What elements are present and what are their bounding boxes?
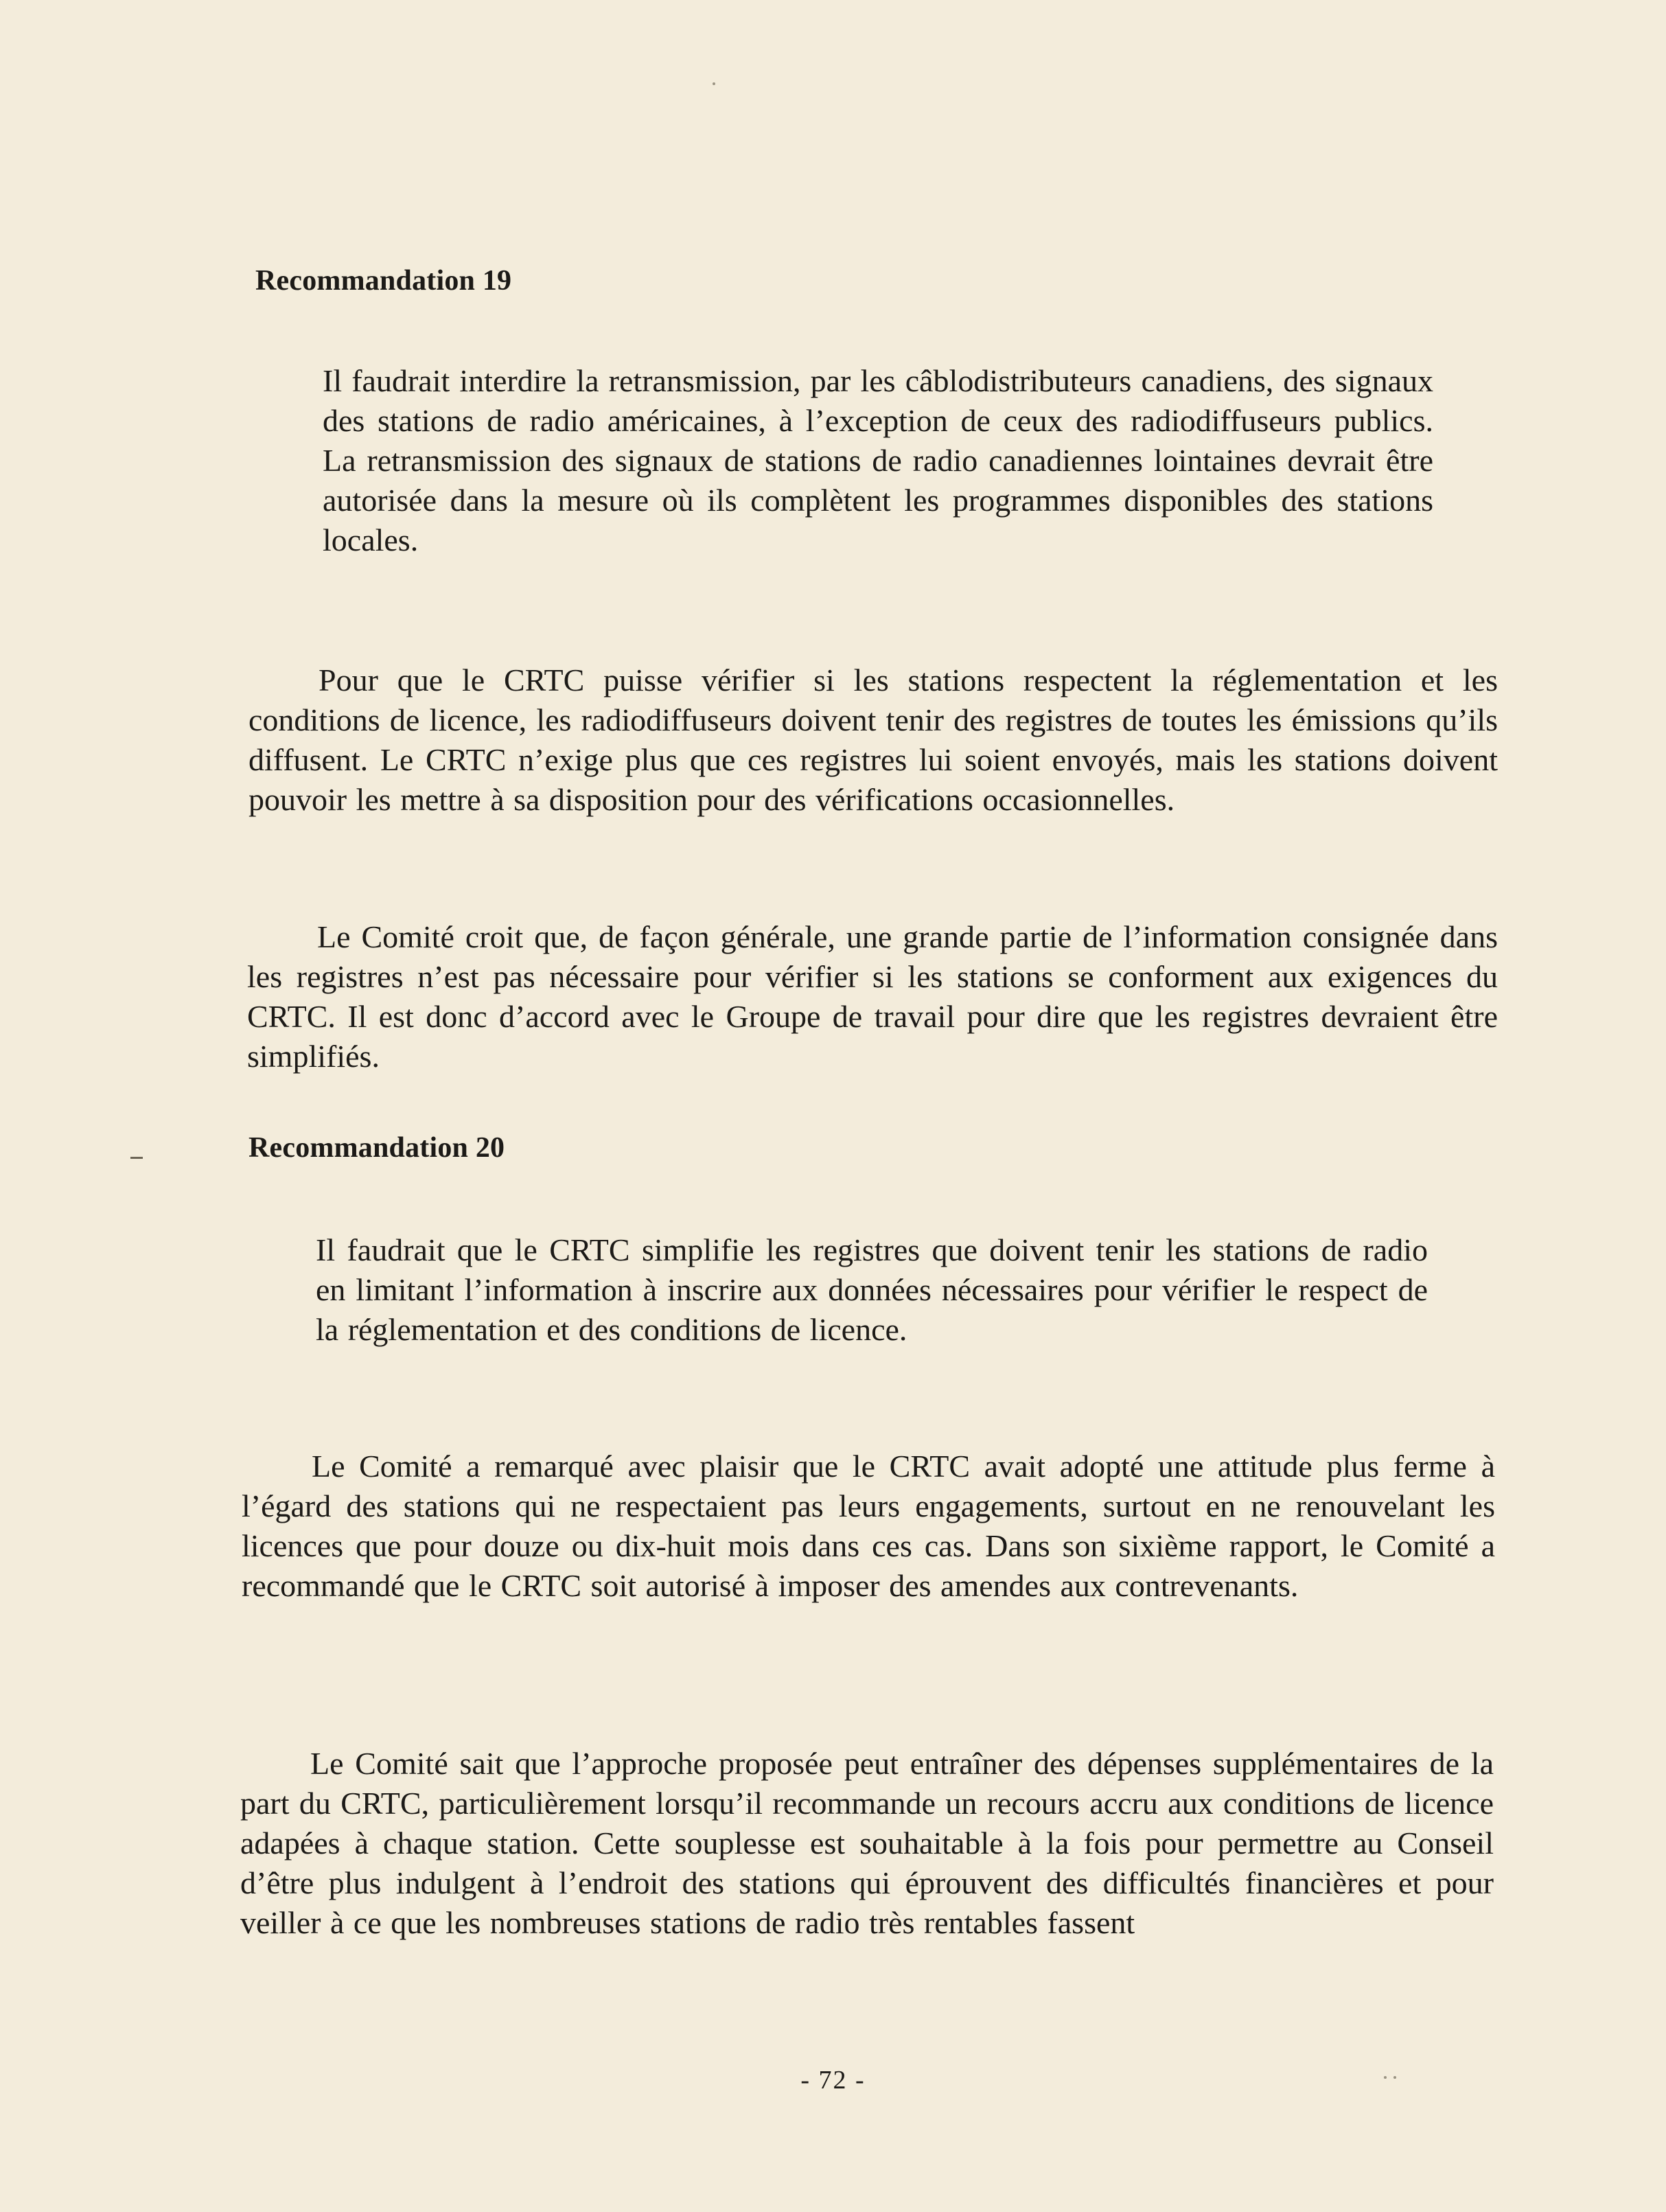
- page-number: - 72 -: [800, 2066, 866, 2095]
- paragraph-comite-croit: Le Comité croit que, de façon générale, une grande partie de l’information consignée dans les registres n’est pas nécessaire pour vérifier si les stations se conforment aux exigences du CRTC. Il est donc d’accord avec le Groupe de travail pour dire que les registres devraient être simplifiés.: [247, 919, 1498, 1074]
- margin-mark: [130, 1157, 143, 1159]
- scan-speck: [1384, 2076, 1387, 2079]
- scan-speck: [1393, 2076, 1396, 2079]
- paragraph-attitude-ferme: Le Comité a remarqué avec plaisir que le CRTC avait adopté une attitude plus ferme à l’égard des stations qui ne respectaient pas leurs engagements, surtout en ne renouvelant les licences que pour douze ou dix-huit mois dans ces cas. Dans son sixième rapport, le Comité a recommandé que le CRTC soit autorisé à imposer des amendes aux contrevenants.: [242, 1449, 1495, 1603]
- paragraph-approche-proposee: Le Comité sait que l’approche proposée peut entraîner des dépenses supplémentaires de la part du CRTC, particulièrement lorsqu’il recommande un recours accru aux conditions de licence adapées à chaque station. Cette souplesse est souhaitable à la fois pour permettre au Conseil d’être plus indulgent à l’endroit des stations qui éprouvent des difficultés financières et pour veiller à ce que les nombreuses stations de radio très rentables fassent: [240, 1746, 1494, 1940]
- recommendation-19-text: Il faudrait interdire la retransmission, par les câblodistributeurs canadiens, des signaux des stations de radio américaines, à l’exception de ceux des radiodiffuseurs publics. La retransmission des signaux de stations de radio canadiennes lointaines devrait être autorisée dans la mesure où ils complètent les programmes disponibles des stations locales.: [323, 363, 1433, 557]
- recommendation-20-text: Il faudrait que le CRTC simplifie les registres que doivent tenir les stations de radio en limitant l’information à inscrire aux données nécessaires pour vérifier le respect de la réglementation et des conditions de licence.: [316, 1232, 1428, 1347]
- paragraph-registres: Pour que le CRTC puisse vérifier si les stations respectent la réglementation et les conditions de licence, les radiodiffuseurs doivent tenir des registres de toutes les émissions qu’ils diffusent. Le CRTC n’exige plus que ces registres lui soient envoyés, mais les stations doivent pouvoir les mettre à sa disposition pour des vérifications occasionnelles.: [248, 663, 1498, 817]
- recommendation-20-heading: Recommandation 20: [248, 1132, 505, 1164]
- scan-speck: [713, 82, 715, 85]
- recommendation-19-heading: Recommandation 19: [255, 265, 512, 297]
